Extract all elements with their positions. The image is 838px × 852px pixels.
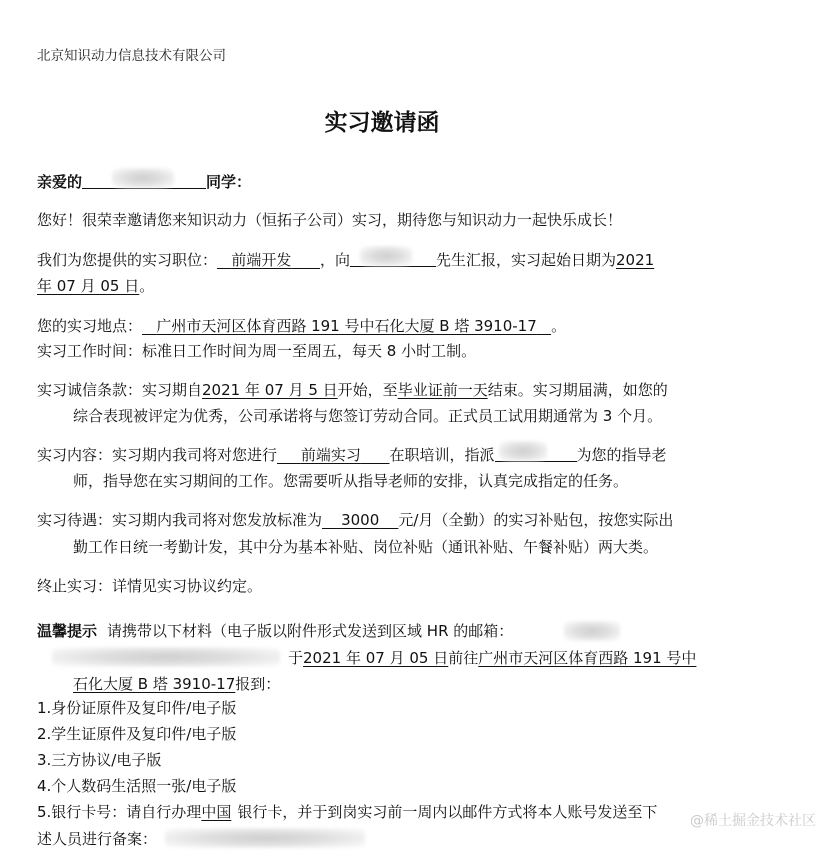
- termination-line: 终止实习：详情见实习协议约定。: [37, 577, 263, 595]
- report-address: 广州市天河区体育西路 191 号中: [478, 649, 697, 667]
- material-item: 4.个人数码生活照一张/电子版: [37, 777, 237, 795]
- pay-line-2: 勤工作日统一考勤计发，其中分为基本补贴、岗位补贴（通讯补贴、午餐补贴）两大类。: [73, 538, 659, 556]
- redacted-supervisor: [360, 246, 412, 266]
- start-date-rest: 年 07 月 05 日: [37, 277, 140, 295]
- position-line: [37, 250, 654, 270]
- tips-text-3: 前往: [448, 649, 479, 667]
- position-line-2: [37, 276, 154, 296]
- supervisor-blank: [350, 252, 436, 267]
- position-text-report: 先生汇报，实习起始日期为: [435, 251, 616, 269]
- bank-label: 5.银行卡号：请自行办理: [37, 803, 202, 821]
- report-address-2: 石化大厦 B 塔 3910-17: [73, 675, 236, 693]
- pay-label: 实习待遇：实习期内我司将对您发放标准为: [37, 511, 323, 529]
- content-line-2: 师，指导您在实习期间的工作。您需要听从指导老师的安排，认真完成指定的任务。: [73, 472, 629, 490]
- integrity-line-2: 综合表现被评定为优秀，公司承诺将与您签订劳动合同。正式员工试用期通常为 3 个月。: [73, 407, 663, 425]
- position-text-to: ，向: [319, 251, 350, 269]
- material-item: 3.三方协议/电子版: [37, 751, 162, 769]
- tips-line: [37, 621, 513, 641]
- tips-line-3: [73, 674, 280, 694]
- position-role: 前端开发: [231, 251, 292, 269]
- redacted-mentor: [499, 441, 547, 461]
- bank-line: [37, 802, 657, 822]
- tips-text-4: 报到：: [235, 675, 281, 693]
- redacted-email-start: [564, 621, 620, 641]
- content-text: 在职培训，指派: [389, 446, 495, 464]
- redacted-email: [52, 647, 280, 667]
- integrity-end: 毕业证前一天: [397, 381, 488, 399]
- greeting-suffix: 同学：: [206, 173, 252, 191]
- pay-text: 元/月（全勤）的实习补贴包，按您实际出: [398, 511, 674, 529]
- integrity-line: [37, 380, 668, 400]
- watermark: @稀土掘金技术社区: [690, 813, 816, 829]
- location-label: 您的实习地点：: [37, 317, 143, 335]
- start-date-year: 2021: [615, 251, 655, 269]
- bank-text: 银行卡，并于到岗实习前一周内以邮件方式将本人账号发送至下: [237, 803, 658, 821]
- bank-text-2: 述人员进行备案：: [37, 830, 158, 848]
- position-label: 我们为您提供的实习职位：: [37, 251, 218, 269]
- integrity-start-date: 2021 年 07 月 5 日: [202, 381, 338, 399]
- content-label: 实习内容：实习期内我司将对您进行: [37, 446, 278, 464]
- location-address: 广州市天河区体育西路 191 号中石化大厦 B 塔 3910-17: [156, 317, 537, 335]
- pay-line: [37, 510, 673, 530]
- greeting-line: [37, 172, 251, 192]
- tips-line-2: [288, 648, 696, 668]
- intro-paragraph: 您好！很荣幸邀请您来知识动力（恒拓子公司）实习，期待您与知识动力一起快乐成长！: [37, 211, 623, 229]
- location-line: [37, 316, 566, 336]
- tips-label: 温馨提示: [37, 622, 98, 640]
- content-line: [37, 445, 667, 465]
- redacted-contact: [165, 828, 365, 848]
- period: 。: [551, 317, 567, 335]
- report-date: 2021 年 07 月 05 日: [303, 649, 449, 667]
- integrity-text: 开始，至: [337, 381, 398, 399]
- bank-line-2: [37, 828, 365, 849]
- content-text-2: 为您的指导老: [576, 446, 667, 464]
- student-name-blank: [82, 174, 206, 189]
- integrity-label: 实习诚信条款：实习期自: [37, 381, 203, 399]
- tips-text-2: 于: [288, 649, 304, 667]
- tips-text: 请携带以下材料（电子版以附件形式发送到区域 HR 的邮箱：: [107, 622, 514, 640]
- redacted-name: [112, 168, 174, 188]
- integrity-text-2: 结束。实习期届满，如您的: [487, 381, 668, 399]
- material-item: 2.学生证原件及复印件/电子版: [37, 725, 237, 743]
- training-type: 前端实习: [300, 446, 361, 464]
- pay-amount: 3000: [341, 511, 380, 529]
- material-item: 1.身份证原件及复印件/电子版: [37, 699, 237, 717]
- period: 。: [139, 277, 155, 295]
- mentor-blank: [495, 447, 577, 462]
- page-title: 实习邀请函: [324, 110, 440, 136]
- bank-name: 中国: [201, 803, 232, 821]
- greeting-prefix: 亲爱的: [37, 173, 83, 191]
- work-hours: 实习工作时间：标准日工作时间为周一至周五，每天 8 小时工制。: [37, 342, 477, 360]
- company-name: 北京知识动力信息技术有限公司: [37, 48, 226, 64]
